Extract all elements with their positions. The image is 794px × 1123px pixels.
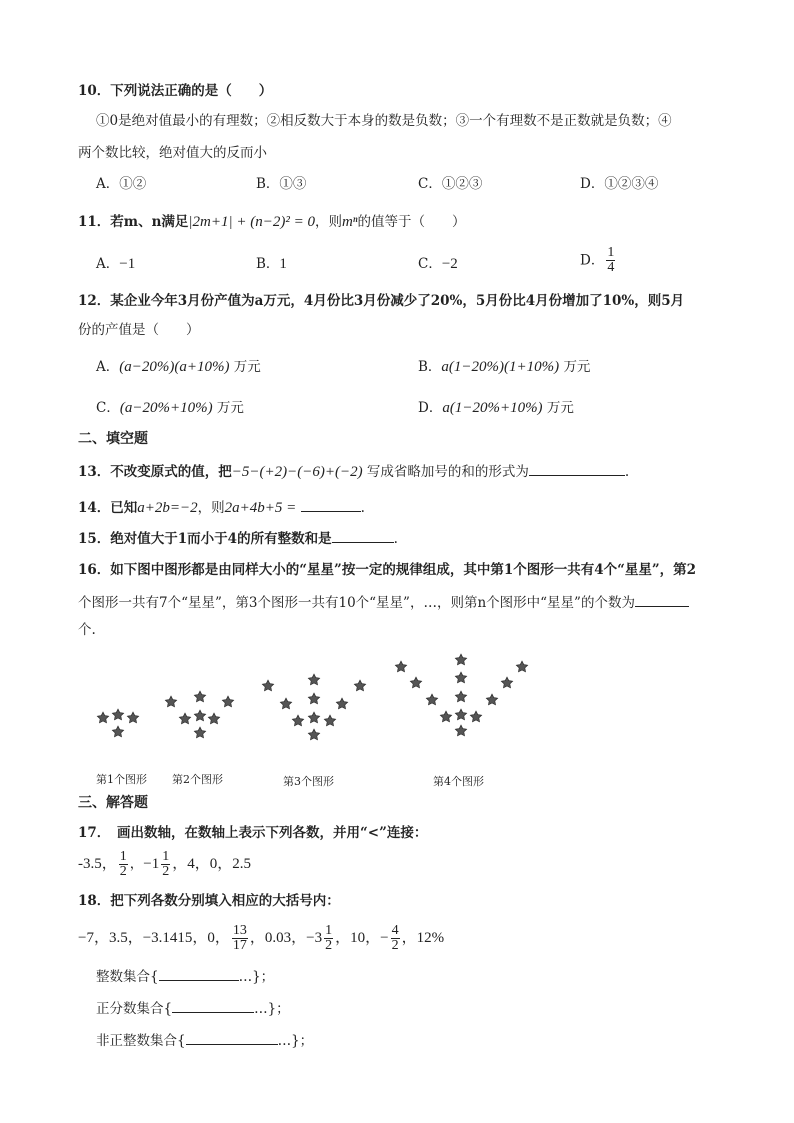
star-icon: [501, 677, 512, 688]
figure-caption-1: 第1个图形: [96, 773, 147, 786]
star-icon: [308, 729, 319, 740]
star-icon: [222, 696, 233, 707]
q11-option-b: B．1: [256, 256, 287, 272]
q17-numbers: -3.5， $\frac{1}{2}$ ，−1 $\frac{1}{2}$ ，4，0，2.5: [78, 849, 251, 879]
q15-answer-blank: [332, 528, 394, 543]
star-icon: [97, 712, 108, 723]
q10-option-d: D．①②③④: [580, 176, 659, 192]
q16-line2: 个图形一共有7个“星星”，第3个图形一共有10个“星星”，…，则第n个图形中“星星”的个数为: [78, 592, 689, 613]
star-icon: [470, 711, 481, 722]
q14: 14．已知a+2b=−2，则2a+4b+5 = .: [78, 497, 365, 518]
q11-expression: |2m+1| + (n−2)² = 0: [188, 214, 315, 230]
star-icon: [262, 680, 273, 691]
q12-line1: 12．某企业今年3月份产值为a万元，4月份比3月份减少了20%，5月份比4月份增加了10%，则5月: [78, 293, 685, 309]
q11-option-d: D． $\frac{1}{4}$: [580, 245, 615, 275]
q15: 15．绝对值大于1而小于4的所有整数和是 .: [78, 528, 398, 549]
section-title-fill-in: 二、填空题: [78, 431, 148, 447]
q16-answer-blank: [635, 592, 689, 607]
star-icon: [440, 711, 451, 722]
set-integers-blank: [159, 966, 239, 981]
q11-option-c: C．−2: [418, 256, 458, 272]
q18-stem: 18．把下列各数分别填入相应的大括号内：: [78, 893, 340, 909]
set-non-positive-integers: 非正整数集合{ …}；: [96, 1030, 313, 1051]
star-icon: [486, 694, 497, 705]
star-icon: [336, 698, 347, 709]
q12-option-d: D．a(1−20%+10%) 万元: [418, 400, 574, 416]
star-icon: [455, 672, 466, 683]
q10-line2: 两个数比较，绝对值大的反而小: [78, 145, 267, 161]
star-icon: [165, 696, 176, 707]
q17-stem: 17． 画出数轴，在数轴上表示下列各数，并用“<”连接：: [78, 825, 428, 841]
figure-caption-3: 第3个图形: [283, 775, 334, 788]
set-non-positive-integers-blank: [186, 1030, 278, 1045]
figure-caption-4: 第4个图形: [433, 775, 484, 788]
q12-option-a: A．(a−20%)(a+10%) 万元: [96, 359, 261, 375]
star-icon: [410, 677, 421, 688]
star-icon: [324, 715, 335, 726]
set-positive-fractions: 正分数集合{ …}；: [96, 998, 290, 1019]
star-pattern-figure: [0, 640, 794, 760]
q10-line1: ①0是绝对值最小的有理数；②相反数大于本身的数是负数；③一个有理数不是正数就是负数；④: [96, 113, 672, 129]
q10-option-b: B．①③: [256, 176, 307, 192]
star-icon: [280, 698, 291, 709]
star-icon: [194, 710, 205, 721]
q10-option-a: A．①②: [96, 176, 147, 192]
star-icon: [308, 712, 319, 723]
q11-power: mⁿ: [341, 214, 358, 230]
star-icon: [127, 712, 138, 723]
set-positive-fractions-blank: [172, 998, 254, 1013]
star-icon: [455, 654, 466, 665]
q11-stem: 11．若m、n满足|2m+1| + (n−2)² = 0，则mⁿ的值等于（ ）: [78, 214, 466, 230]
star-icon: [112, 709, 123, 720]
q10-stem: 10．下列说法正确的是（ ）: [78, 83, 273, 99]
figure-caption-2: 第2个图形: [172, 773, 223, 786]
star-icon: [426, 694, 437, 705]
q10-option-c: C．①②③: [418, 176, 483, 192]
q12-option-b: B．a(1−20%)(1+10%) 万元: [418, 359, 591, 375]
q16-line3: 个.: [78, 622, 96, 638]
star-icon: [516, 661, 527, 672]
q13-answer-blank: [529, 461, 625, 476]
star-icon: [354, 680, 365, 691]
star-icon: [308, 674, 319, 685]
q11-option-a: A．−1: [96, 256, 136, 272]
q16-line1: 16．如下图中图形都是由同样大小的“星星”按一定的规律组成，其中第1个图形一共有4个“星星”，第2: [78, 562, 697, 578]
set-integers: 整数集合{ …}；: [96, 966, 274, 987]
star-icon: [455, 691, 466, 702]
star-icon: [455, 709, 466, 720]
star-icon: [194, 691, 205, 702]
q14-answer-blank: [301, 497, 361, 512]
star-icon: [112, 726, 123, 737]
star-icon: [179, 713, 190, 724]
q18-numbers: −7，3.5，−3.1415，0， $\frac{13}{17}$ ，0.03，−3 $\frac{1}{2}$ ，10，− $\frac{4}{2}$ ，12%: [78, 923, 445, 953]
star-icon: [308, 693, 319, 704]
star-icon: [292, 715, 303, 726]
star-icon: [395, 661, 406, 672]
star-icon: [455, 725, 466, 736]
q11-fraction: $\frac{1}{4}$: [607, 245, 615, 275]
section-title-answer: 三、解答题: [78, 795, 148, 811]
q12-option-c: C．(a−20%+10%) 万元: [96, 400, 244, 416]
q12-line2: 份的产值是（ ）: [78, 322, 200, 338]
q13: 13．不改变原式的值，把−5−(+2)−(−6)+(−2) 写成省略加号的和的形式为 .: [78, 461, 629, 482]
star-icon: [208, 713, 219, 724]
star-icon: [194, 727, 205, 738]
